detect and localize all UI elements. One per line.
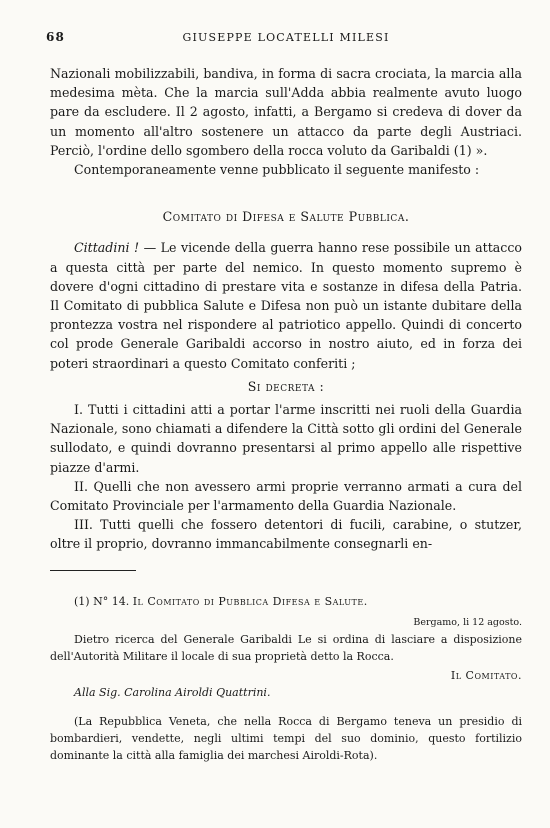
decree-heading: Si decreta : xyxy=(247,378,325,394)
footnote-note: (La Repubblica Veneta, che nella Rocca di Bergamo teneva un presidio di bombardieri, vendette, negli ultimi tempi del suo dominio, questo fortilizio dominante la città alla famiglia dei marchesi Airoldi-Rota). xyxy=(50,714,522,762)
footnote-addressee: Alla Sig. Carolina Airoldi Quattrini. xyxy=(74,685,271,699)
footnote-text: Dietro ricerca del Generale Garibaldi Le si ordina di lasciare a disposizione dell'Autorità Militare il locale di sua proprietà detto la Rocca. xyxy=(50,632,522,663)
footnote-heading xyxy=(50,593,522,610)
page-header xyxy=(46,30,522,48)
manifesto-intro xyxy=(50,238,522,372)
article-1: I. Tutti i cittadini atti a portar l'arme inscritti nei ruoli della Guardia Nazionale, sono chiamati a difendere la Città sotto gli ordini del Generale sullodato, e quindi dovranno presentarsi al primo appello alle rispettive piazze d'armi. xyxy=(50,402,522,475)
article-3: III. Tutti quelli che fossero detentori di fucili, carabine, o stutzer, oltre il proprio, dovranno immancabilmente consegnarli en- xyxy=(50,517,522,552)
running-title: GIUSEPPE LOCATELLI MILESI xyxy=(182,31,390,44)
article-2: II. Quelli che non avessero armi proprie verranno armati a cura del Comitato Provinciale per l'armamento della Guardia Nazionale. xyxy=(50,478,522,514)
footnote-divider xyxy=(50,570,136,571)
page-number: 68 xyxy=(46,30,66,44)
cittadini-text: Le vicende della guerra hanno rese possibile un attacco a questa città per parte del nemico. In questo momento supremo è dovere d'ogni cittadino di prestare vita e sostanze in difesa della Patria. Il Comitato di pubblica Salute e Difesa non può un istante dubitare della prontezza vostra nel rispondere al patriotico appello. Quindi di concerto col prode Generale Garibaldi accorso in nostro aiuto, ed in forza dei poteri straordinari a questo Comitato conferiti ; xyxy=(50,240,522,371)
footnote-number: (1) N° 14. xyxy=(74,594,130,608)
footnote xyxy=(50,593,522,764)
footnote-title: Il Comitato di Pubblica Difesa e Salute. xyxy=(132,594,368,608)
footnote-date: Bergamo, li 12 agosto. xyxy=(413,616,522,628)
manifesto-title: Comitato di Difesa e Salute Pubblica. xyxy=(162,209,410,225)
footnote-signature: Il Comitato. xyxy=(450,668,522,682)
cittadini-lead: Cittadini ! — xyxy=(74,240,157,256)
main-text xyxy=(50,64,522,554)
paragraph-1: Nazionali mobilizzabili, bandiva, in forma di sacra crociata, la marcia alla medesima mèta. Che la marcia sull'Adda abbia realmente avuto luogo pare da escludere. Il 2 agosto, infatti, a Bergamo si credeva di dover da un momento all'altro sostenere un attacco da parte degli Austriaci. Perciò, l'ordine dello sgombero della rocca voluto da Garibaldi (1) ». xyxy=(50,66,522,158)
paragraph-2: Contemporaneamente venne pubblicato il seguente manifesto : xyxy=(74,162,480,178)
